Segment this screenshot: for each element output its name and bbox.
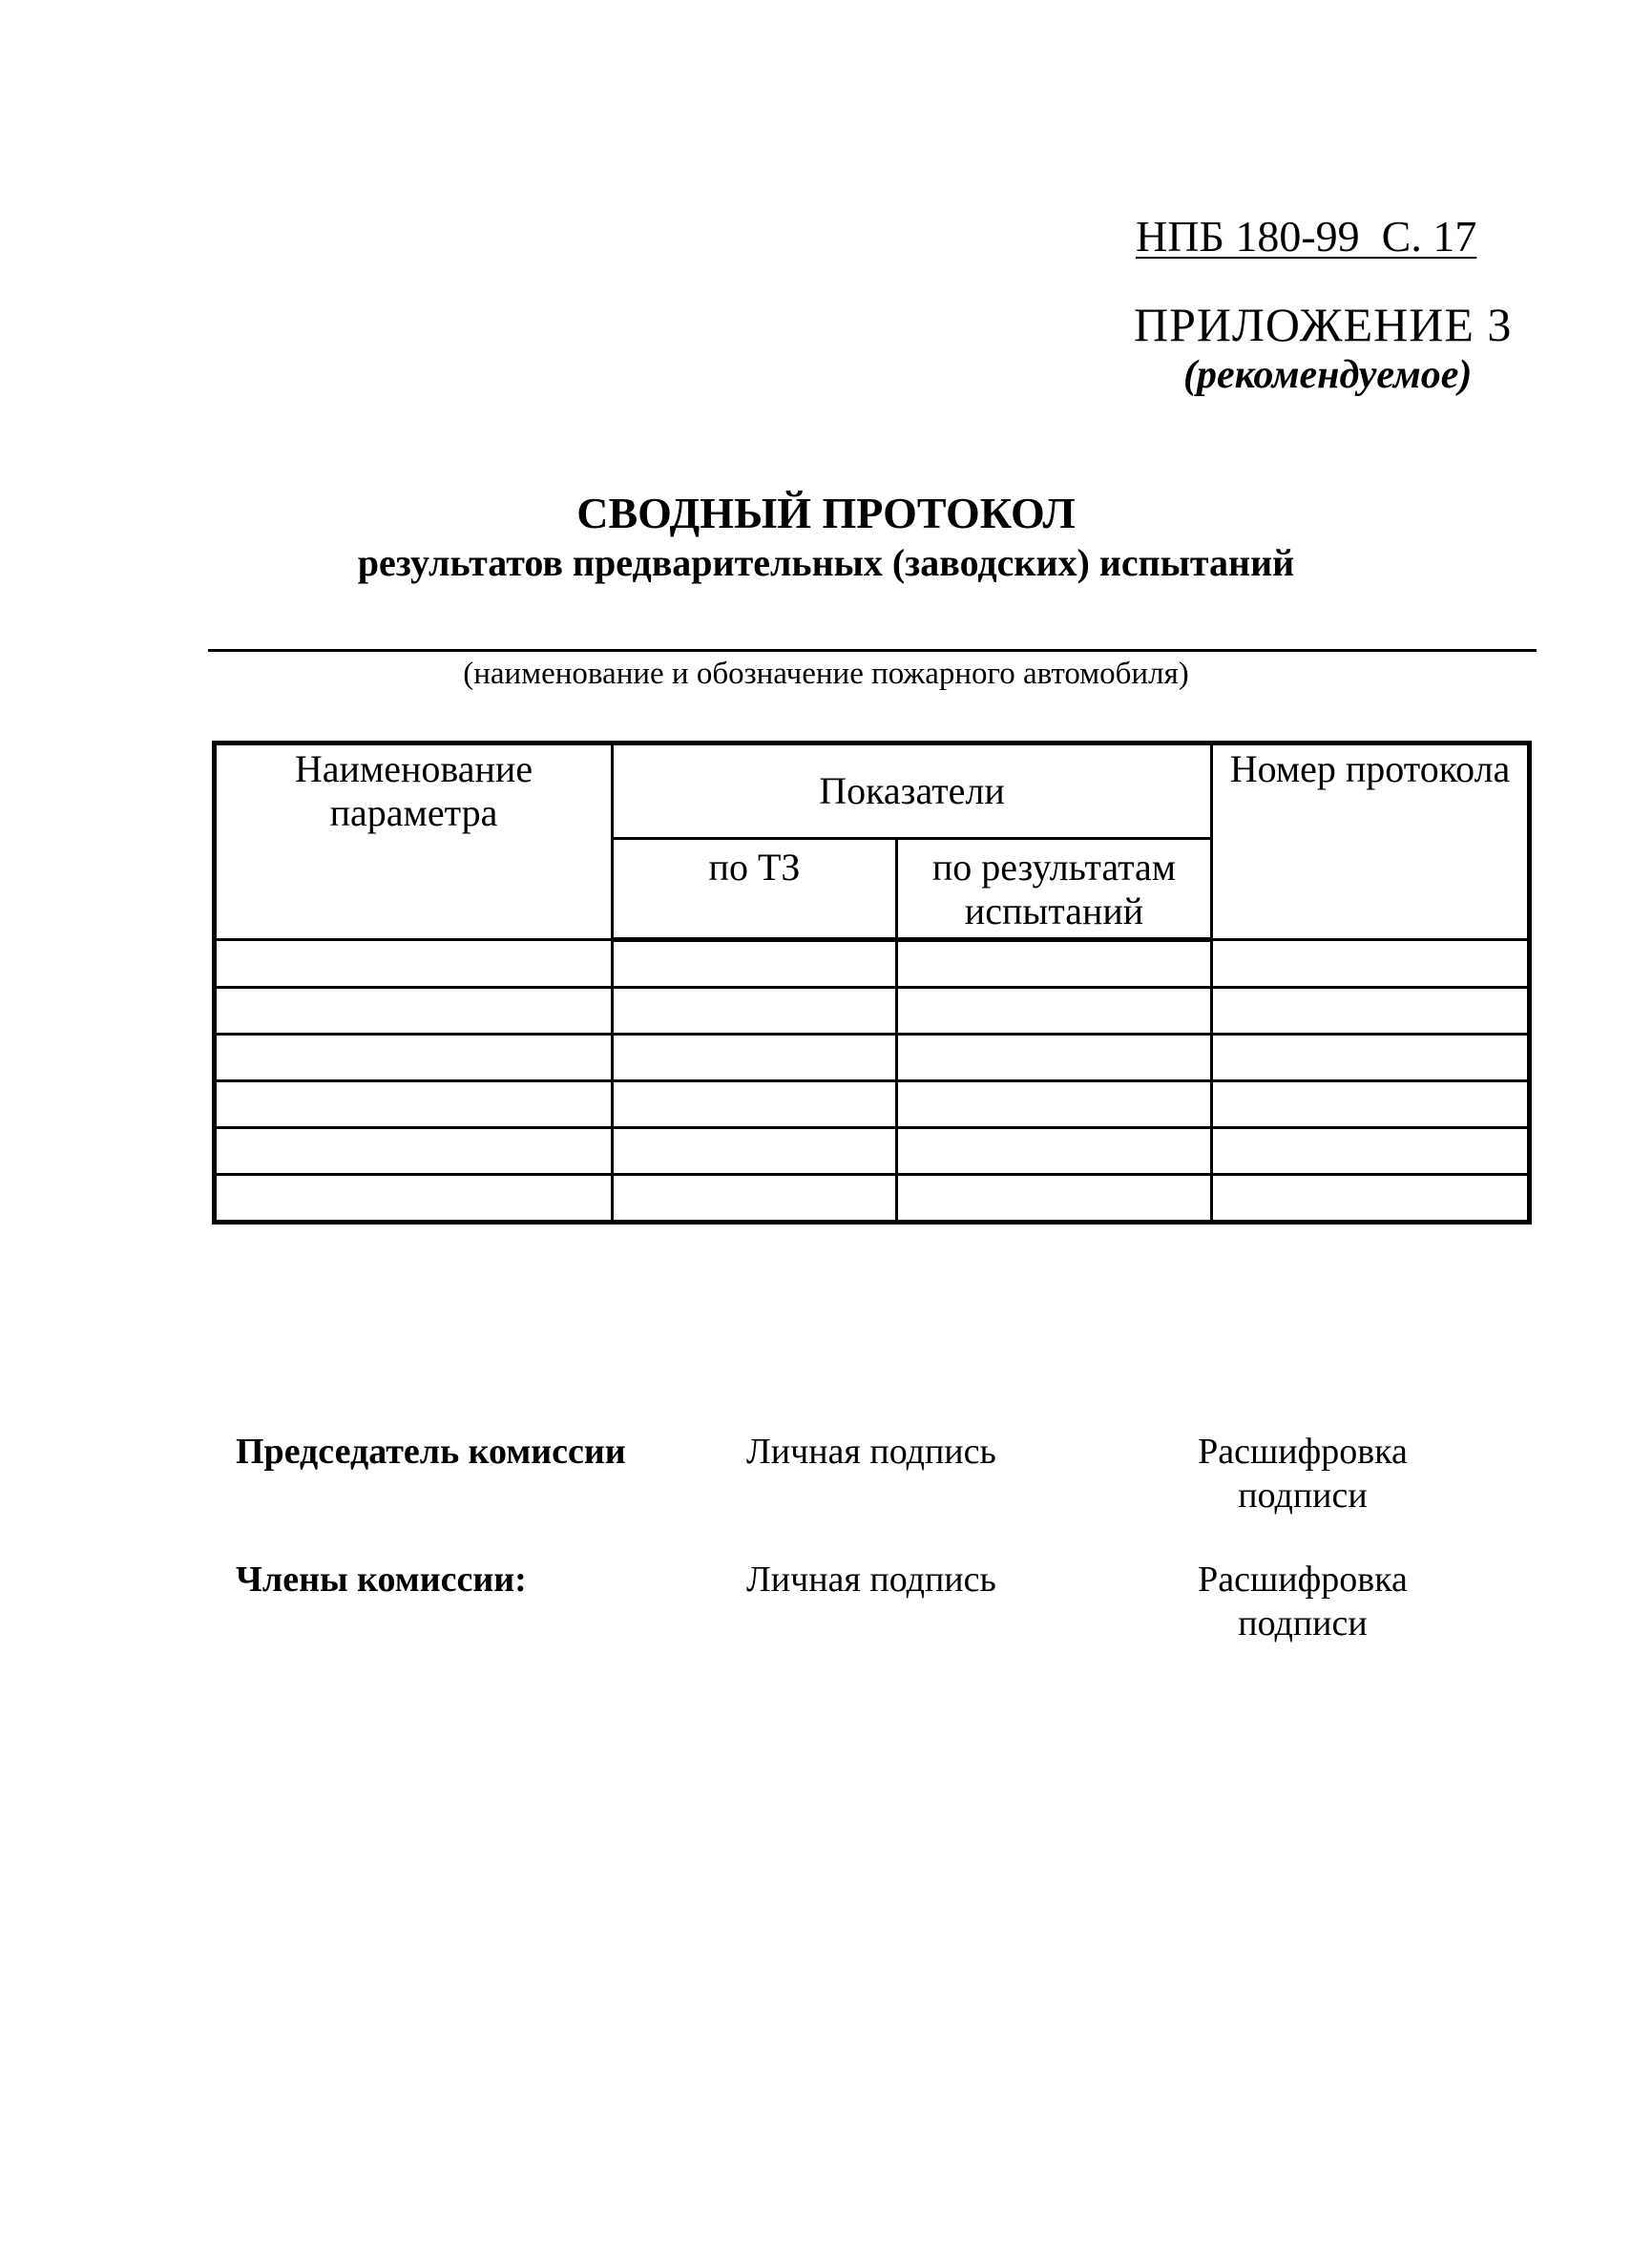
table-row: [215, 988, 1530, 1035]
table-cell[interactable]: [613, 988, 897, 1035]
chairman-decoding-label: Расшифровка подписи: [1198, 1432, 1408, 1516]
header-by-results: по результатам испытаний: [897, 839, 1212, 940]
table-row: [215, 940, 1530, 988]
header-indicators: Показатели: [613, 743, 1212, 839]
table-cell[interactable]: [1212, 1035, 1530, 1081]
table-cell[interactable]: [613, 1035, 897, 1081]
table-cell[interactable]: [215, 988, 613, 1035]
table-row: [215, 1128, 1530, 1175]
table-cell[interactable]: [1212, 1081, 1530, 1128]
document-subtitle: результатов предварительных (заводских) испытаний: [357, 541, 1295, 584]
header-by-spec: по ТЗ: [613, 839, 897, 940]
chairman-signature-label: Личная подпись: [746, 1432, 996, 1472]
table-cell[interactable]: [897, 1128, 1212, 1175]
table-cell[interactable]: [215, 1128, 613, 1175]
table-cell[interactable]: [613, 940, 897, 988]
header-parameter-name: Наименование параметра: [215, 743, 613, 940]
page-header-code: НПБ 180-99 С. 17: [1136, 212, 1477, 261]
table-cell[interactable]: [1212, 1128, 1530, 1175]
table-cell[interactable]: [613, 1128, 897, 1175]
table-cell[interactable]: [1212, 1175, 1530, 1223]
results-table: [212, 741, 1532, 1225]
table-cell[interactable]: [897, 1175, 1212, 1223]
table-cell[interactable]: [613, 1081, 897, 1128]
members-signature-label: Личная подпись: [746, 1560, 996, 1600]
table-cell[interactable]: [215, 1081, 613, 1128]
table-cell[interactable]: [215, 940, 613, 988]
table-cell[interactable]: [897, 1035, 1212, 1081]
members-label: Члены комиссии:: [236, 1560, 527, 1600]
appendix-title: ПРИЛОЖЕНИЕ 3: [1134, 298, 1513, 351]
table-cell[interactable]: [215, 1175, 613, 1223]
table-cell[interactable]: [1212, 988, 1530, 1035]
table-row: [215, 1175, 1530, 1223]
header-protocol-number: Номер протокола: [1212, 743, 1530, 940]
table-cell[interactable]: [613, 1175, 897, 1223]
members-decoding-label: Расшифровка подписи: [1198, 1560, 1408, 1643]
chairman-label: Председатель комиссии: [236, 1432, 626, 1472]
vehicle-name-caption: (наименование и обозначение пожарного автомобиля): [463, 657, 1189, 691]
document-title: СВОДНЫЙ ПРОТОКОЛ: [576, 489, 1076, 537]
appendix-note: (рекомендуемое): [1183, 353, 1473, 397]
table-row: [215, 1081, 1530, 1128]
table-row: [215, 1035, 1530, 1081]
table-cell[interactable]: [897, 940, 1212, 988]
table-cell[interactable]: [215, 1035, 613, 1081]
table-cell[interactable]: [897, 988, 1212, 1035]
table-cell[interactable]: [1212, 940, 1530, 988]
table-cell[interactable]: [897, 1081, 1212, 1128]
